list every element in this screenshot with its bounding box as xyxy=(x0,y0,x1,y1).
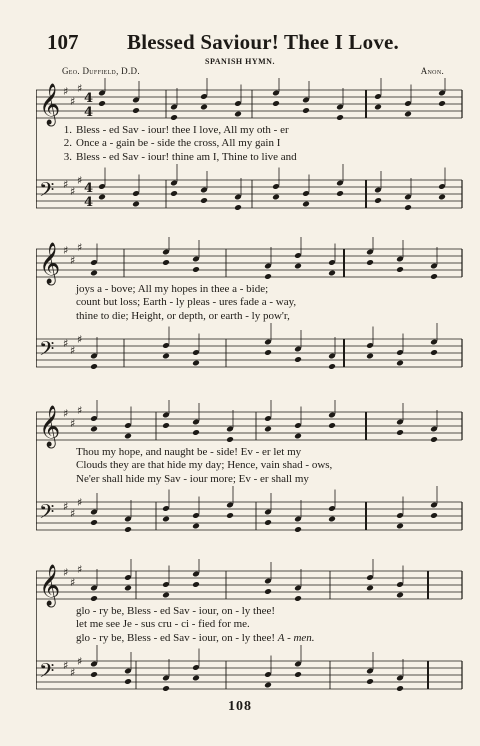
note-head xyxy=(396,429,404,436)
note-head xyxy=(328,363,336,370)
lyric-text: thine to die; Height, or depth, or earth - ly pow'r, xyxy=(76,309,290,322)
treble-clef-icon: 𝄞 xyxy=(39,84,61,125)
note-head xyxy=(90,519,98,526)
note-head xyxy=(396,592,404,599)
note-head xyxy=(294,595,302,602)
lyric-text: glo - ry be, Bless - ed Sav - iour, on - ly thee! xyxy=(76,605,276,617)
note-head xyxy=(264,588,272,595)
sharp-icon: ♯ xyxy=(77,563,83,576)
sharp-icon: ♯ xyxy=(63,85,69,98)
note-head xyxy=(264,349,272,356)
note-head xyxy=(336,114,344,121)
note-head xyxy=(162,516,170,523)
note-head xyxy=(294,433,302,440)
note-head xyxy=(226,436,234,443)
note-head xyxy=(162,259,170,266)
lyric-text: count but loss; Earth - ly pleas - ures fade a - way, xyxy=(76,296,297,309)
sharp-icon: ♯ xyxy=(70,417,76,430)
sharp-icon: ♯ xyxy=(70,344,76,357)
sharp-icon: ♯ xyxy=(63,500,69,513)
bass-clef-icon: 𝄢 xyxy=(39,178,55,206)
sharp-icon: ♯ xyxy=(77,655,83,668)
note-head xyxy=(328,516,336,523)
note-head xyxy=(430,512,438,519)
lyric-text: joys a - bove; All my hopes in thee a - bide; xyxy=(76,283,269,295)
note-head xyxy=(302,201,310,208)
sharp-icon: ♯ xyxy=(63,566,69,579)
lyric-text: Thou my hope, and naught be - side! Ev - er let my xyxy=(76,446,302,458)
note-head xyxy=(132,107,140,114)
music-system-4 xyxy=(36,559,468,699)
music-credit: Anon. xyxy=(420,66,444,76)
note-head xyxy=(438,194,446,201)
note-head xyxy=(374,104,382,111)
note-head xyxy=(328,422,336,429)
sharp-icon: ♯ xyxy=(70,254,76,267)
lyric-line xyxy=(36,632,468,645)
music-system-3 xyxy=(36,400,468,540)
treble-clef-icon: 𝄞 xyxy=(39,243,61,284)
note-head xyxy=(366,585,374,592)
note-head xyxy=(124,526,132,533)
note-head xyxy=(90,363,98,370)
note-head xyxy=(98,194,106,201)
treble-clef-icon: 𝄞 xyxy=(39,406,61,447)
note-head xyxy=(438,100,446,107)
lyric-line xyxy=(36,618,468,631)
lyrics-block xyxy=(36,446,468,486)
note-head xyxy=(192,523,200,530)
note-head xyxy=(272,100,280,107)
note-head xyxy=(170,190,178,197)
note-head xyxy=(366,259,374,266)
lyrics-block xyxy=(36,283,468,323)
lyric-line xyxy=(36,473,468,486)
sharp-icon: ♯ xyxy=(70,666,76,679)
note-head xyxy=(302,107,310,114)
words-credit: Geo. Duffield, D.D. xyxy=(62,66,140,76)
note-head xyxy=(162,422,170,429)
note-head xyxy=(192,266,200,273)
amen-text: A - men. xyxy=(277,631,315,644)
bass-clef-icon: 𝄢 xyxy=(39,659,55,687)
note-head xyxy=(396,360,404,367)
note-head xyxy=(170,114,178,121)
lyrics-block xyxy=(36,124,468,164)
lyric-line xyxy=(36,283,468,296)
tune-name: SPANISH HYMN. xyxy=(205,57,275,66)
note-head xyxy=(200,197,208,204)
note-head xyxy=(374,197,382,204)
sharp-icon: ♯ xyxy=(70,95,76,108)
note-head xyxy=(264,682,272,689)
sharp-icon: ♯ xyxy=(77,241,83,254)
sharp-icon: ♯ xyxy=(70,507,76,520)
lyric-line xyxy=(36,459,468,472)
time-signature: 4 xyxy=(84,91,94,106)
lyric-text: Ne'er shall hide my Sav - iour more; Ev - er shall my xyxy=(76,472,309,485)
note-head xyxy=(264,519,272,526)
bass-clef-icon: 𝄢 xyxy=(39,500,55,528)
time-signature: 4 xyxy=(84,181,94,196)
lyric-text: Bless - ed Sav - iour! thee I love, All my oth - er xyxy=(76,124,289,136)
note-head xyxy=(132,201,140,208)
note-head xyxy=(366,353,374,360)
note-head xyxy=(430,349,438,356)
music-system-2 xyxy=(36,237,468,377)
note-head xyxy=(90,595,98,602)
note-head xyxy=(90,270,98,277)
lyric-text: glo - ry be, Bless - ed Sav - iour, on - ly thee! xyxy=(76,631,276,644)
treble-clef-icon: 𝄞 xyxy=(39,565,61,606)
lyric-text: Bless - ed Sav - iour! thine am I, Thine to live and xyxy=(76,150,297,163)
note-head xyxy=(430,436,438,443)
verse-number: 1. xyxy=(63,124,72,136)
note-head xyxy=(192,429,200,436)
note-head xyxy=(264,426,272,433)
sharp-icon: ♯ xyxy=(70,576,76,589)
time-signature: 4 xyxy=(84,105,94,120)
lyric-line xyxy=(36,605,468,618)
lyric-line xyxy=(36,310,468,323)
sharp-icon: ♯ xyxy=(70,185,76,198)
hymn-title: Blessed Saviour! Thee I Love. xyxy=(127,30,400,54)
note-head xyxy=(162,353,170,360)
bass-clef-icon: 𝄢 xyxy=(39,337,55,365)
verse-number: 3. xyxy=(63,150,72,163)
note-head xyxy=(124,433,132,440)
lyrics-block xyxy=(36,605,468,645)
note-head xyxy=(192,360,200,367)
note-head xyxy=(234,204,242,211)
lyric-line xyxy=(36,446,468,459)
note-head xyxy=(90,426,98,433)
sharp-icon: ♯ xyxy=(77,174,83,187)
time-signature: 4 xyxy=(84,195,94,210)
sharp-icon: ♯ xyxy=(63,178,69,191)
lyric-text: Once a - gain be - side the cross, All my gain I xyxy=(76,137,281,150)
note-head xyxy=(294,671,302,678)
lyric-line xyxy=(36,124,468,137)
note-head xyxy=(234,111,242,118)
verse-number: 2. xyxy=(63,137,72,150)
note-head xyxy=(336,190,344,197)
note-head xyxy=(98,100,106,107)
note-head xyxy=(396,266,404,273)
note-head xyxy=(162,685,170,692)
sharp-icon: ♯ xyxy=(77,82,83,95)
note-head xyxy=(162,592,170,599)
lyric-line xyxy=(36,296,468,309)
note-head xyxy=(404,111,412,118)
note-head xyxy=(396,685,404,692)
sharp-icon: ♯ xyxy=(63,337,69,350)
note-head xyxy=(192,581,200,588)
note-head xyxy=(328,270,336,277)
lyric-text: Clouds they are that hide my day; Hence, vain shad - ows, xyxy=(76,459,333,472)
note-head xyxy=(272,194,280,201)
note-head xyxy=(200,104,208,111)
note-head xyxy=(226,512,234,519)
lyric-text: let me see Je - sus cru - ci - fied for me. xyxy=(76,618,250,631)
note-head xyxy=(90,671,98,678)
note-head xyxy=(294,526,302,533)
note-head xyxy=(430,273,438,280)
lyric-line xyxy=(36,151,468,164)
hymn-number: 107 xyxy=(47,30,79,54)
note-head xyxy=(192,675,200,682)
note-head xyxy=(396,523,404,530)
sharp-icon: ♯ xyxy=(63,244,69,257)
sharp-icon: ♯ xyxy=(63,659,69,672)
note-head xyxy=(404,204,412,211)
note-head xyxy=(124,678,132,685)
note-head xyxy=(124,585,132,592)
sharp-icon: ♯ xyxy=(63,407,69,420)
note-head xyxy=(294,356,302,363)
note-head xyxy=(366,678,374,685)
music-system-1 xyxy=(36,78,468,218)
sharp-icon: ♯ xyxy=(77,496,83,509)
note-head xyxy=(264,273,272,280)
sharp-icon: ♯ xyxy=(77,404,83,417)
sharp-icon: ♯ xyxy=(77,333,83,346)
note-head xyxy=(294,263,302,270)
page-number: 108 xyxy=(228,699,252,714)
lyric-line xyxy=(36,137,468,150)
